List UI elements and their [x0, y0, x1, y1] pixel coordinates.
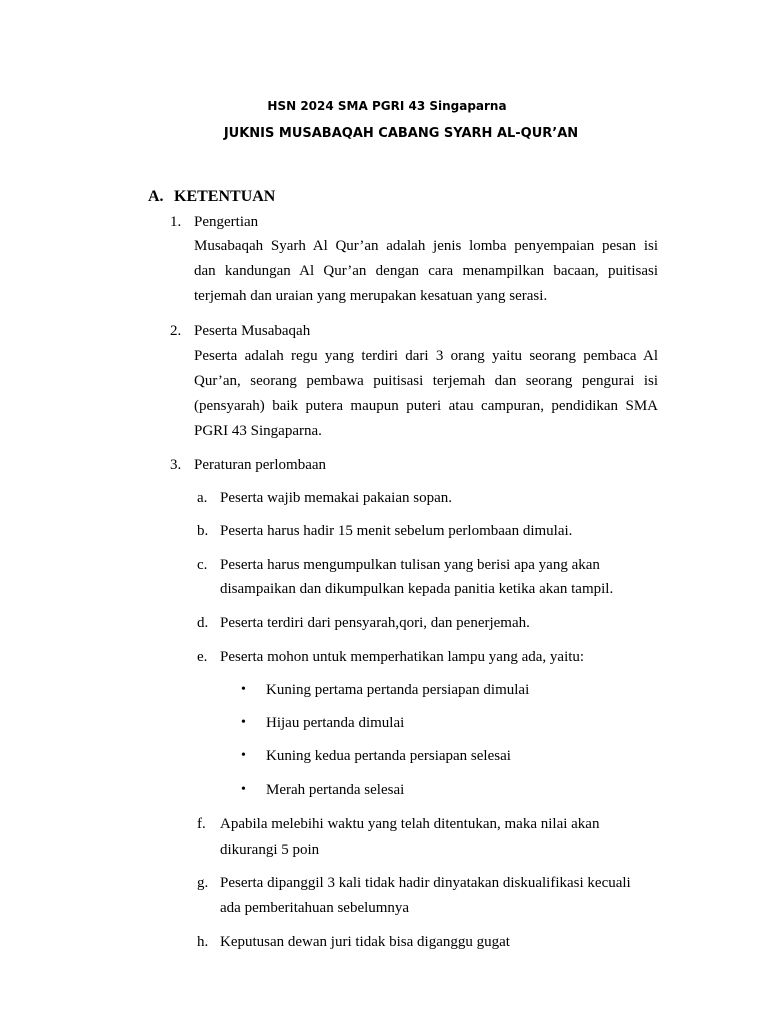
rule-letter: d.	[197, 615, 209, 631]
rule-letter: b.	[197, 523, 209, 539]
rule-text: Keputusan dewan juri tidak bisa diganggu gugat	[220, 934, 510, 950]
section-letter: A.	[148, 188, 164, 205]
rule-text: Peserta harus hadir 15 menit sebelum perlombaan dimulai.	[220, 523, 573, 539]
paragraph-line: (pensyarah) baik putera maupun puteri atau campuran, pendidikan SMA	[194, 398, 658, 414]
item-title-peraturan: Peraturan perlombaan	[194, 457, 327, 473]
rule-text: Peserta mohon untuk memperhatikan lampu yang ada, yaitu:	[220, 649, 585, 665]
paragraph-peserta	[194, 344, 658, 444]
rule-text-continued: ada pemberitahuan sebelumnya	[220, 900, 410, 916]
bullet-icon: •	[241, 782, 246, 797]
rule-letter: f.	[197, 816, 206, 832]
paragraph-line: Musabaqah Syarh Al Qur’an adalah jenis lomba penyempaian pesan isi	[194, 238, 658, 254]
rule-letter: e.	[197, 649, 208, 665]
lamp-item: Kuning pertama pertanda persiapan dimulai	[266, 682, 530, 698]
item-number: 3.	[170, 457, 182, 473]
paragraph-line: dan kandungan Al Qur’an dengan cara menampilkan bacaan, puitisasi	[194, 263, 658, 279]
item-title-peserta: Peserta Musabaqah	[194, 323, 311, 339]
item-number: 2.	[170, 323, 182, 339]
rule-letter: h.	[197, 934, 209, 950]
document-title: JUKNIS MUSABAQAH CABANG SYARH AL-QUR’AN	[223, 126, 579, 141]
rule-letter: c.	[197, 557, 208, 573]
bullet-icon: •	[241, 748, 246, 763]
lamp-item: Hijau pertanda dimulai	[266, 715, 405, 731]
bullet-icon: •	[241, 682, 246, 697]
section-title: KETENTUAN	[174, 188, 276, 205]
paragraph-pengertian	[194, 234, 658, 309]
rule-text-continued: dikurangi 5 poin	[220, 842, 320, 858]
rule-text: Peserta terdiri dari pensyarah,qori, dan penerjemah.	[220, 615, 530, 631]
rule-text: Peserta dipanggil 3 kali tidak hadir dinyatakan diskualifikasi kecuali	[220, 875, 631, 891]
rule-text: Peserta wajib memakai pakaian sopan.	[220, 490, 453, 506]
paragraph-line: Peserta adalah regu yang terdiri dari 3 orang yaitu seorang pembaca Al	[194, 348, 658, 364]
paragraph-line: Qur’an, seorang pembawa puitisasi terjemah dan seorang pengurai isi	[194, 373, 658, 389]
lamp-item: Merah pertanda selesai	[266, 782, 405, 798]
item-title-pengertian: Pengertian	[194, 214, 259, 230]
item-number: 1.	[170, 214, 182, 230]
rule-letter: g.	[197, 875, 209, 891]
rule-text: Apabila melebihi waktu yang telah ditentukan, maka nilai akan	[220, 816, 600, 832]
paragraph-line: terjemah dan uraian yang merupakan kesatuan yang serasi.	[194, 288, 548, 304]
lamp-item: Kuning kedua pertanda persiapan selesai	[266, 748, 511, 764]
paragraph-line: PGRI 43 Singaparna.	[194, 423, 322, 439]
bullet-icon: •	[241, 715, 246, 730]
rule-letter: a.	[197, 490, 208, 506]
rule-text: Peserta harus mengumpulkan tulisan yang berisi apa yang akan	[220, 557, 600, 573]
document-header-school: HSN 2024 SMA PGRI 43 Singaparna	[267, 99, 507, 113]
rule-text-continued: disampaikan dan dikumpulkan kepada panitia ketika akan tampil.	[220, 581, 614, 597]
